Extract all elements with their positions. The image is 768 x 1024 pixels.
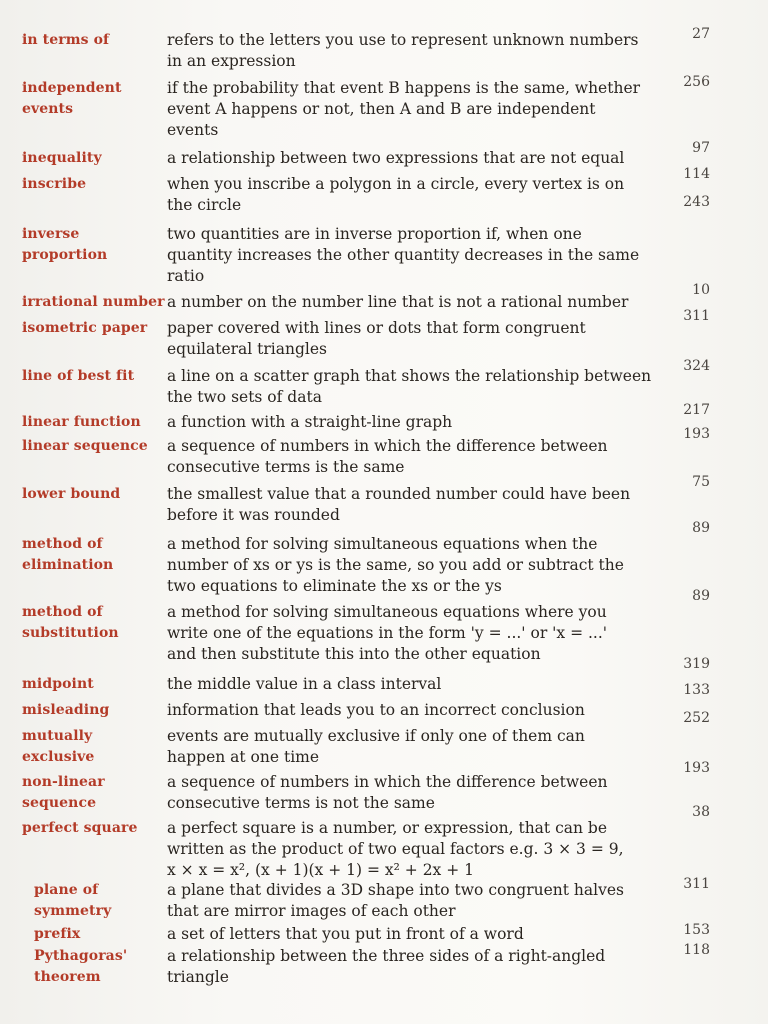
entry-definition: two quantities are in inverse proportion if, when one quantity increases the other quantity decreases in the same ratio	[167, 225, 640, 285]
entry-page-number: 114	[683, 166, 710, 182]
entry-definition: a perfect square is a number, or expression, that can be written as the product of two equal factors e.g. 3 × 3 = 9, x × x = x², (x + 1)(x + 1) = x² + 2x + 1	[167, 819, 624, 879]
entry-term: Pythagoras' theorem	[34, 948, 128, 985]
entry-term: inverse proportion	[22, 226, 108, 263]
entry-definition: a relationship between the three sides of a right-angled triangle	[167, 947, 606, 986]
entry-page-number: 217	[683, 402, 710, 418]
entry-page-number: 10	[692, 282, 710, 298]
entry-term: misleading	[22, 702, 110, 718]
entry-page-number: 153	[683, 922, 710, 938]
entry-definition: a method for solving simultaneous equations where you write one of the equations in the form 'y = ...' or 'x = ...' and then substitute this into the other equation	[167, 603, 608, 663]
entry-term: isometric paper	[22, 320, 148, 336]
entry-page-number: 133	[683, 682, 710, 698]
entry-definition: refers to the letters you use to represent unknown numbers in an expression	[167, 31, 639, 70]
entry-definition: information that leads you to an incorrect conclusion	[167, 701, 585, 719]
entry-term: lower bound	[22, 486, 121, 502]
entry-definition: the smallest value that a rounded number could have been before it was rounded	[167, 485, 631, 524]
entry-page-number: 324	[683, 358, 710, 374]
entry-page-number: 252	[683, 710, 710, 726]
entry-page-number: 97	[692, 140, 710, 156]
entry-definition: events are mutually exclusive if only one of them can happen at one time	[167, 727, 585, 766]
entry-page-number: 193	[683, 760, 710, 776]
entry-term: non-linear sequence	[22, 774, 105, 811]
entry-term: independent events	[22, 80, 122, 117]
entry-term: perfect square	[22, 820, 138, 836]
entry-term: linear sequence	[22, 438, 148, 454]
entry-definition: paper covered with lines or dots that form congruent equilateral triangles	[167, 319, 586, 358]
entry-definition: a function with a straight-line graph	[167, 413, 453, 431]
entry-definition: a set of letters that you put in front of a word	[167, 925, 524, 943]
entry-definition: a number on the number line that is not a rational number	[167, 293, 629, 311]
entry-term: plane of symmetry	[34, 882, 112, 919]
entry-term: method of substitution	[22, 604, 119, 641]
entry-page-number: 89	[692, 520, 710, 536]
entry-term: mutually exclusive	[22, 728, 95, 765]
entry-definition: a plane that divides a 3D shape into two congruent halves that are mirror images of each other	[167, 881, 625, 920]
entry-page-number: 193	[683, 426, 710, 442]
entry-page-number: 311	[683, 876, 710, 892]
entry-page-number: 243	[683, 194, 710, 210]
entry-term: midpoint	[22, 676, 94, 692]
entry-term: prefix	[34, 926, 81, 942]
entry-definition: a line on a scatter graph that shows the relationship between the two sets of data	[167, 367, 652, 406]
entry-page-number: 89	[692, 588, 710, 604]
entry-page-number: 256	[683, 74, 710, 90]
entry-page-number: 311	[683, 308, 710, 324]
entry-term: inscribe	[22, 176, 87, 192]
entry-page-number: 319	[683, 656, 710, 672]
entry-page-number: 27	[692, 26, 710, 42]
entry-term: line of best fit	[22, 368, 135, 384]
entry-term: method of elimination	[22, 536, 114, 573]
entry-definition: a method for solving simultaneous equations when the number of xs or ys is the same, so you add or subtract the two equations to eliminate the xs or the ys	[167, 535, 624, 595]
entry-definition: when you inscribe a polygon in a circle, every vertex is on the circle	[167, 175, 625, 214]
entry-definition: a relationship between two expressions that are not equal	[167, 149, 625, 167]
entry-definition: a sequence of numbers in which the difference between consecutive terms is not the same	[167, 773, 608, 812]
entry-term: inequality	[22, 150, 102, 166]
entry-definition: the middle value in a class interval	[167, 675, 442, 693]
entry-definition: a sequence of numbers in which the difference between consecutive terms is the same	[167, 437, 608, 476]
entry-term: irrational number	[22, 294, 165, 310]
entry-page-number: 118	[683, 942, 710, 958]
entry-page-number: 75	[692, 474, 710, 490]
entry-term: in terms of	[22, 32, 110, 48]
entry-page-number: 38	[692, 804, 710, 820]
entry-term: linear function	[22, 414, 141, 430]
entry-definition: if the probability that event B happens is the same, whether event A happens or not, then A and B are independent events	[167, 79, 641, 139]
